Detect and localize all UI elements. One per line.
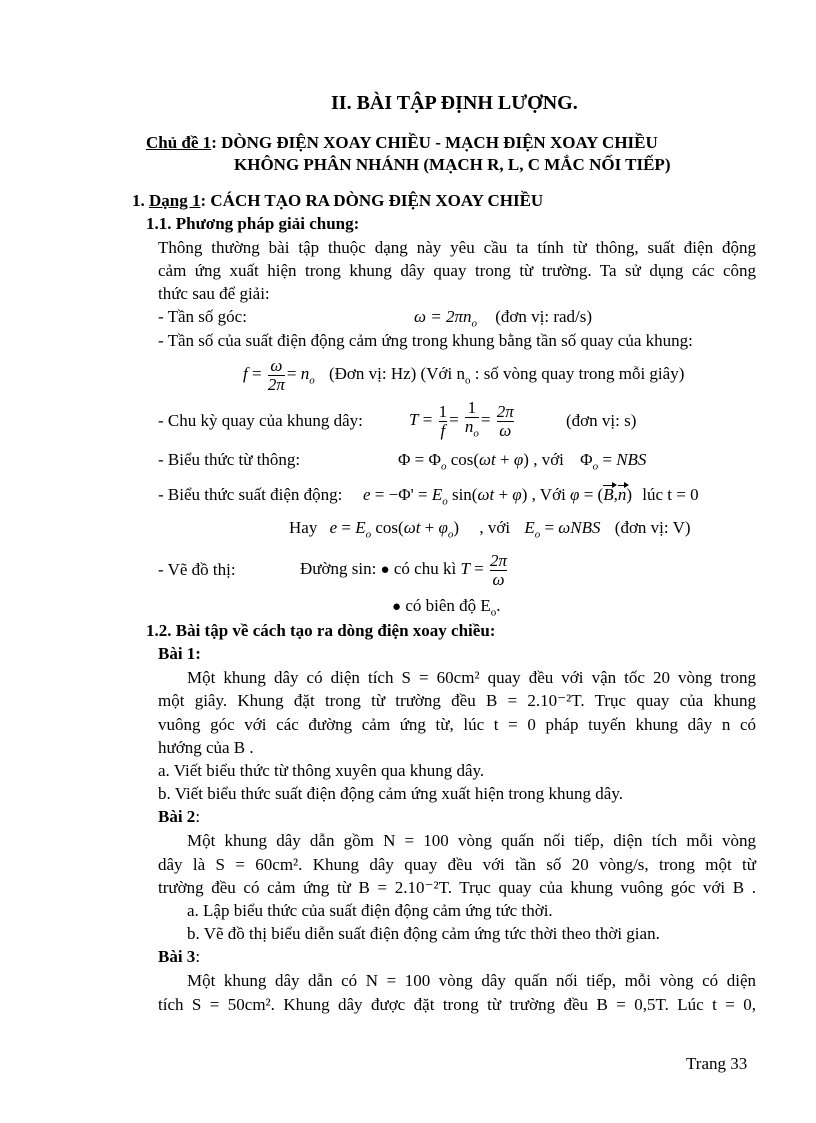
bai3-heading: Bài 3:	[158, 947, 201, 966]
bullet-icon: ●	[392, 599, 402, 615]
bai1-line-4: hướng của B .	[158, 738, 254, 757]
topic-title-1: : DÒNG ĐIỆN XOAY CHIỀU - MẠCH ĐIỆN XOAY CHIỀU	[211, 133, 658, 152]
emf-formula: $e = -\Phi' = E_o$ sin(ωt + φ) , Với φ = (B,n) lúc t = 0	[363, 485, 699, 508]
dang-number: 1.	[132, 191, 149, 210]
method-heading: 1.1. Phương pháp giải chung:	[146, 214, 360, 233]
topic-title-2: KHÔNG PHÂN NHÁNH (MẠCH R, L, C MẮC NỐI TIẾP)	[234, 155, 671, 174]
freq-unit: (Đơn vị: Hz) (Với $n_o$ : số vòng quay trong mỗi giây)	[328, 364, 685, 387]
page-number: Trang 33	[686, 1054, 748, 1073]
graph-sin: Đường sin:	[300, 559, 377, 578]
bai2-label: Bài 2	[158, 807, 196, 826]
bai1-line-3: vuông góc với các đường cảm ứng từ, lúc t = 0 pháp tuyến khung dây n có	[158, 715, 756, 734]
dang-label: Dạng 1	[149, 191, 201, 210]
graph-amp-line: ● có biên độ $E_o$.	[392, 596, 501, 619]
bullet-icon: ●	[380, 562, 390, 578]
flux-label: - Biểu thức từ thông:	[158, 450, 301, 469]
bai3-label: Bài 3	[158, 947, 196, 966]
hay-line: Hay $e = E_o$ $\cos(\omega t + \varphi_o)$ , với $E_o = \omega NBS$ (đơn vị: V)	[289, 518, 691, 541]
bai2-heading: Bài 2:	[158, 807, 201, 826]
emf-with: , Với	[531, 485, 566, 504]
graph-label: - Vẽ đồ thị:	[158, 560, 236, 579]
hay-with: , với	[479, 518, 511, 537]
topic-label: Chủ đề 1	[146, 133, 212, 152]
period-label: - Chu kỳ quay của khung dây:	[158, 411, 363, 430]
bai1-part-a: a. Viết biểu thức từ thông xuyên qua khung dây.	[158, 761, 485, 780]
bai2-line-3: trường đều có cảm ứng từ B = 2.10⁻²T. Trục quay của khung vuông góc với B .	[158, 878, 756, 897]
bai2-line-1: Một khung dây dẫn gồm N = 100 vòng quấn nối tiếp, diện tích mỗi vòng	[187, 831, 756, 850]
angular-unit: (đơn vị: rad/s)	[495, 307, 593, 326]
bai1-line-1: Một khung dây có diện tích S = 60cm² quay đều với vận tốc 20 vòng trong	[187, 668, 756, 687]
dang-heading	[132, 190, 543, 212]
freq-label: - Tần số của suất điện động cảm ứng trong khung bằng tần số quay của khung:	[158, 331, 693, 350]
exercises-heading: 1.2. Bài tập về cách tạo ra dòng điện xoay chiều:	[146, 621, 496, 640]
period-formula: T = $\frac{1}{f}$ = $\frac{1}{n_o}$ = $\frac{2\pi}{\omega}$	[409, 398, 516, 443]
hay-label: Hay	[289, 518, 318, 537]
graph-period-line: Đường sin: ● có chu kì T = $\frac{2\pi}{\omega}$	[300, 550, 508, 589]
period-unit: (đơn vị: s)	[566, 411, 637, 430]
angular-formula: $\omega = 2\pi n_o$ (đơn vị: rad/s)	[414, 307, 593, 330]
graph-period: có chu kì	[389, 559, 457, 578]
flux-with: , với	[533, 450, 564, 469]
method-intro-3: thức sau để giải:	[158, 284, 270, 303]
bai3-line-1: Một khung dây dẫn có N = 100 vòng dây quấn nối tiếp, mỗi vòng có diện	[187, 971, 756, 990]
dang-title: : CÁCH TẠO RA DÒNG ĐIỆN XOAY CHIỀU	[200, 191, 544, 210]
method-intro-2: cảm ứng xuất hiện trong khung dây quay trong từ trường. Ta sử dụng các công	[158, 261, 756, 280]
bai1-part-b: b. Viết biểu thức suất điện động cảm ứng xuất hiện trong khung dây.	[158, 784, 623, 803]
bai2-part-b: b. Vẽ đồ thị biểu diễn suất điện động cảm ứng tức thời theo thời gian.	[187, 924, 660, 943]
topic-line-1	[146, 132, 658, 154]
hay-unit: (đơn vị: V)	[614, 518, 691, 537]
bai1-label: Bài 1:	[158, 644, 201, 663]
bai3-line-2: tích S = 50cm². Khung dây được đặt trong từ trường đều B = 0,5T. Lúc t = 0,	[158, 995, 756, 1014]
freq-formula: f = $\frac{\omega}{2\pi}$ = $n_o$ (Đơn vị: Hz) (Với $n_o$ : số vòng quay trong mỗi giây)	[243, 355, 685, 394]
bai1-line-2: một giây. Khung đặt trong từ trường đều B = 2.10⁻²T. Trục quay của khung	[158, 691, 756, 710]
angular-label: - Tần số góc:	[158, 307, 247, 326]
bai2-part-a: a. Lập biểu thức của suất điện động cảm ứng tức thời.	[187, 901, 553, 920]
emf-t0: lúc t = 0	[642, 485, 699, 504]
section-title: II. BÀI TẬP ĐỊNH LƯỢNG.	[331, 92, 578, 114]
graph-amp: có biên độ E	[401, 596, 491, 615]
bai2-line-2: dây là S = 60cm². Khung dây quay đều với tần số 20 vòng/s, trong một từ	[158, 855, 756, 874]
method-intro-1: Thông thường bài tập thuộc dạng này yêu cầu ta tính từ thông, suất điện động	[158, 238, 756, 257]
emf-label: - Biểu thức suất điện động:	[158, 485, 343, 504]
freq-fraction: $\frac{\omega}{2\pi}$	[267, 355, 285, 394]
flux-formula: $\Phi = \Phi_o$ cos(ωt + φ) , với $\Phi_o$ = NBS	[398, 450, 647, 473]
